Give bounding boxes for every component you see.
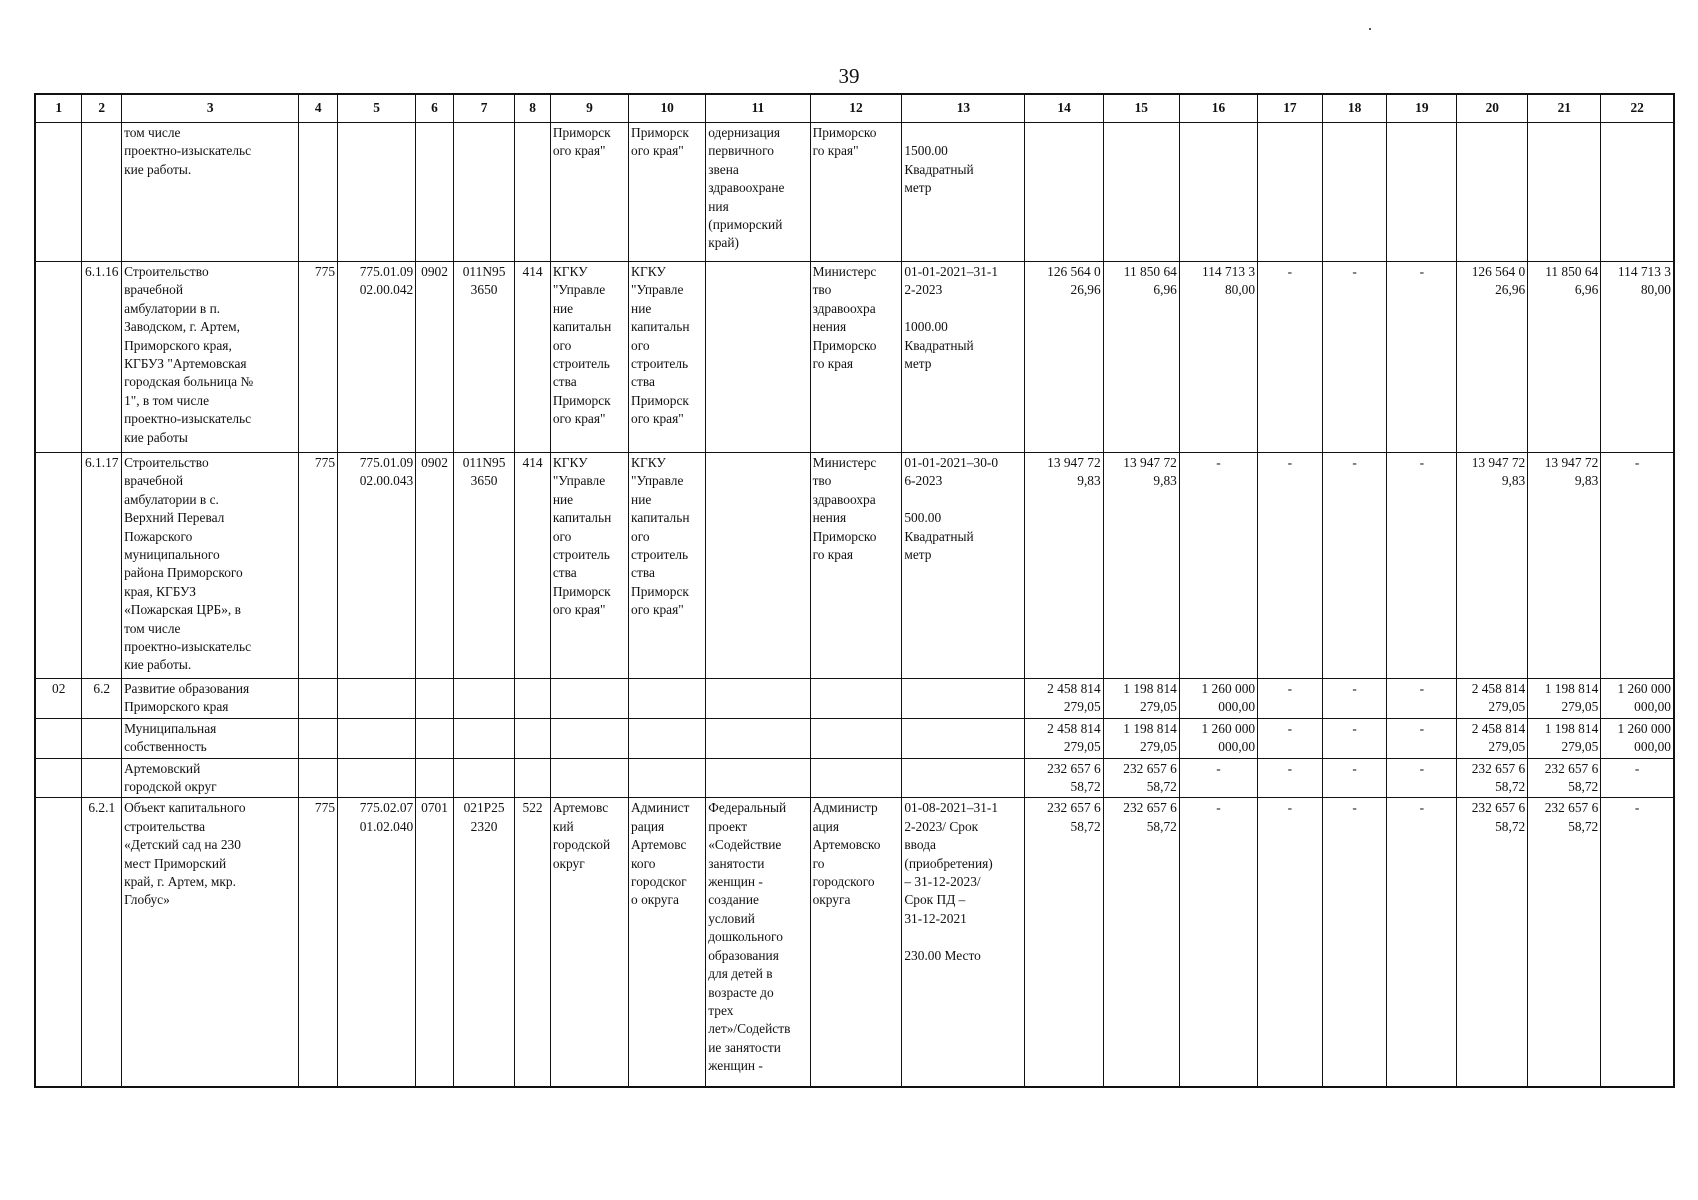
page-number: 39 [838, 64, 860, 88]
table-cell-col-3: Строительство врачебной амбулатории в с. Верхний Перевал Пожарского муниципального района Приморского края, КГБУЗ «Пожарская ЦРБ», в том числе проектно-изыскательс кие работы. [122, 453, 299, 679]
table-cell-col-7: 021P25 2320 [453, 798, 515, 1088]
table-cell-col-9: Приморск ого края" [550, 123, 628, 262]
table-cell-col-18: - [1322, 453, 1387, 679]
header-cell: 2 [82, 94, 122, 123]
table-cell-col-18: - [1322, 262, 1387, 453]
table-cell-col-3: Строительство врачебной амбулатории в п. Заводском, г. Артем, Приморского края, КГБУЗ "Артемовская городская больница № 1", в том числе проектно-изыскательс кие работы [122, 262, 299, 453]
header-cell: 13 [902, 94, 1025, 123]
table-cell-col-4: 775 [299, 262, 338, 453]
table-cell-col-4 [299, 718, 338, 758]
table-cell-col-16: - [1179, 758, 1257, 798]
table-cell-col-21: 13 947 72 9,83 [1528, 453, 1601, 679]
table-cell-col-5 [338, 123, 416, 262]
table-cell-col-12: Министерс тво здравоохра нения Приморско го края [810, 453, 902, 679]
table-cell-col-17: - [1258, 758, 1323, 798]
header-cell: 19 [1387, 94, 1457, 123]
table-cell-col-13 [902, 679, 1025, 719]
table-cell-col-19: - [1387, 798, 1457, 1088]
table-cell-col-20: 232 657 6 58,72 [1457, 798, 1528, 1088]
scan-speck [1369, 28, 1371, 30]
table-cell-col-9: КГКУ "Управле ние капитальн ого строитель ства Приморск ого края" [550, 262, 628, 453]
table-cell-col-1 [35, 453, 82, 679]
header-cell: 12 [810, 94, 902, 123]
table-cell-col-2: 6.2.1 [82, 798, 122, 1088]
table-cell-col-16: 1 260 000 000,00 [1179, 718, 1257, 758]
table-cell-col-17: - [1258, 679, 1323, 719]
table-cell-col-5: 775.01.09 02.00.042 [338, 262, 416, 453]
table-cell-col-18 [1322, 123, 1387, 262]
table-cell-col-1 [35, 718, 82, 758]
table-cell-col-19 [1387, 123, 1457, 262]
table-cell-col-7 [453, 758, 515, 798]
table-cell-col-3: Муниципальная собственность [122, 718, 299, 758]
table-cell-col-10 [629, 718, 706, 758]
table-cell-col-5 [338, 718, 416, 758]
table-cell-col-13: 01-01-2021–30-0 6-2023 500.00 Квадратный метр [902, 453, 1025, 679]
table-cell-col-13 [902, 758, 1025, 798]
table-cell-col-21: 232 657 6 58,72 [1528, 798, 1601, 1088]
table-cell-col-5: 775.02.07 01.02.040 [338, 798, 416, 1088]
table-cell-col-2: 6.2 [82, 679, 122, 719]
table-cell-col-12 [810, 758, 902, 798]
table-cell-col-13: 01-08-2021–31-1 2-2023/ Срок ввода (приобретения) – 31-12-2023/ Срок ПД – 31-12-2021 230.00 Место [902, 798, 1025, 1088]
header-cell: 20 [1457, 94, 1528, 123]
header-cell: 11 [706, 94, 810, 123]
table-cell-col-15: 11 850 64 6,96 [1103, 262, 1179, 453]
table-cell-col-6 [416, 679, 454, 719]
table-cell-col-15: 1 198 814 279,05 [1103, 679, 1179, 719]
header-cell: 14 [1025, 94, 1103, 123]
table-cell-col-10: КГКУ "Управле ние капитальн ого строитель ства Приморск ого края" [629, 262, 706, 453]
table-cell-col-22: - [1601, 798, 1674, 1088]
table-cell-col-3: Артемовский городской округ [122, 758, 299, 798]
table-cell-col-16: 1 260 000 000,00 [1179, 679, 1257, 719]
header-cell: 9 [550, 94, 628, 123]
table-cell-col-19: - [1387, 453, 1457, 679]
header-cell: 8 [515, 94, 550, 123]
table-cell-col-15: 1 198 814 279,05 [1103, 718, 1179, 758]
table-cell-col-1 [35, 758, 82, 798]
table-cell-col-22: - [1601, 453, 1674, 679]
table-cell-col-1 [35, 798, 82, 1088]
table-row [35, 718, 1674, 758]
table-cell-col-13: 01-01-2021–31-1 2-2023 1000.00 Квадратный метр [902, 262, 1025, 453]
table-cell-col-21: 11 850 64 6,96 [1528, 262, 1601, 453]
table-cell-col-4 [299, 123, 338, 262]
table-cell-col-6: 0902 [416, 262, 454, 453]
table-cell-col-21: 1 198 814 279,05 [1528, 679, 1601, 719]
header-cell: 6 [416, 94, 454, 123]
table-cell-col-12 [810, 679, 902, 719]
table-cell-col-13 [902, 718, 1025, 758]
table-cell-col-22: 114 713 3 80,00 [1601, 262, 1674, 453]
table-cell-col-4: 775 [299, 798, 338, 1088]
table-cell-col-19: - [1387, 758, 1457, 798]
table-cell-col-6: 0902 [416, 453, 454, 679]
table-cell-col-8 [515, 758, 550, 798]
table-cell-col-2 [82, 758, 122, 798]
table-cell-col-10: КГКУ "Управле ние капитальн ого строитель ства Приморск ого края" [629, 453, 706, 679]
header-cell: 21 [1528, 94, 1601, 123]
table-cell-col-17: - [1258, 718, 1323, 758]
table-cell-col-8: 414 [515, 453, 550, 679]
header-cell: 22 [1601, 94, 1674, 123]
table-cell-col-16: - [1179, 798, 1257, 1088]
table-cell-col-20 [1457, 123, 1528, 262]
table-cell-col-12 [810, 718, 902, 758]
table-cell-col-8: 414 [515, 262, 550, 453]
table-cell-col-10 [629, 679, 706, 719]
table-cell-col-5: 775.01.09 02.00.043 [338, 453, 416, 679]
table-cell-col-3: Развитие образования Приморского края [122, 679, 299, 719]
table-cell-col-11 [706, 262, 810, 453]
table-row [35, 262, 1674, 453]
table-cell-col-5 [338, 758, 416, 798]
header-cell: 5 [338, 94, 416, 123]
table-cell-col-20: 2 458 814 279,05 [1457, 679, 1528, 719]
table-cell-col-7 [453, 718, 515, 758]
table-cell-col-15: 232 657 6 58,72 [1103, 758, 1179, 798]
table-cell-col-7: 011N95 3650 [453, 262, 515, 453]
table-cell-col-11 [706, 758, 810, 798]
table-cell-col-1: 02 [35, 679, 82, 719]
table-cell-col-9 [550, 718, 628, 758]
table-cell-col-6 [416, 718, 454, 758]
table-row [35, 798, 1674, 1088]
header-cell: 17 [1258, 94, 1323, 123]
table-cell-col-2: 6.1.17 [82, 453, 122, 679]
header-cell: 15 [1103, 94, 1179, 123]
table-cell-col-12: Приморско го края" [810, 123, 902, 262]
table-cell-col-1 [35, 123, 82, 262]
table-cell-col-21: 1 198 814 279,05 [1528, 718, 1601, 758]
table-cell-col-11 [706, 679, 810, 719]
table-cell-col-11: Федеральный проект «Содействие занятости женщин - создание условий дошкольного образования для детей в возрасте до трех лет»/Содейств ие занятости женщин - [706, 798, 810, 1088]
table-cell-col-10: Админист рация Артемовс кого городског о округа [629, 798, 706, 1088]
table-cell-col-6: 0701 [416, 798, 454, 1088]
table-cell-col-18: - [1322, 758, 1387, 798]
table-cell-col-13: 1500.00 Квадратный метр [902, 123, 1025, 262]
table-cell-col-15: 13 947 72 9,83 [1103, 453, 1179, 679]
table-cell-col-9 [550, 758, 628, 798]
header-cell: 16 [1179, 94, 1257, 123]
table-cell-col-9: Артемовс кий городской округ [550, 798, 628, 1088]
table-cell-col-17 [1258, 123, 1323, 262]
table-cell-col-4 [299, 758, 338, 798]
register-table [34, 93, 1675, 1088]
table-cell-col-2 [82, 123, 122, 262]
table-cell-col-14: 13 947 72 9,83 [1025, 453, 1103, 679]
table-cell-col-5 [338, 679, 416, 719]
table-cell-col-9: КГКУ "Управле ние капитальн ого строитель ства Приморск ого края" [550, 453, 628, 679]
table-cell-col-18: - [1322, 718, 1387, 758]
table-cell-col-11 [706, 453, 810, 679]
table-cell-col-12: Министерс тво здравоохра нения Приморско го края [810, 262, 902, 453]
table-cell-col-8 [515, 679, 550, 719]
table-cell-col-17: - [1258, 798, 1323, 1088]
table-cell-col-3: том числе проектно-изыскательс кие работы. [122, 123, 299, 262]
table-cell-col-2: 6.1.16 [82, 262, 122, 453]
table-cell-col-2 [82, 718, 122, 758]
table-cell-col-7: 011N95 3650 [453, 453, 515, 679]
table-cell-col-20: 2 458 814 279,05 [1457, 718, 1528, 758]
table-cell-col-7 [453, 123, 515, 262]
table-cell-col-14: 126 564 0 26,96 [1025, 262, 1103, 453]
header-cell: 18 [1322, 94, 1387, 123]
table-cell-col-14: 232 657 6 58,72 [1025, 798, 1103, 1088]
table-cell-col-16 [1179, 123, 1257, 262]
table-cell-col-9 [550, 679, 628, 719]
header-row [35, 94, 1674, 123]
header-cell: 1 [35, 94, 82, 123]
table-cell-col-4 [299, 679, 338, 719]
table-cell-col-18: - [1322, 798, 1387, 1088]
table-cell-col-19: - [1387, 679, 1457, 719]
table-row [35, 679, 1674, 719]
table-cell-col-15: 232 657 6 58,72 [1103, 798, 1179, 1088]
table-cell-col-3: Объект капитального строительства «Детский сад на 230 мест Приморский край, г. Артем, мкр. Глобус» [122, 798, 299, 1088]
table-cell-col-6 [416, 123, 454, 262]
table-cell-col-17: - [1258, 262, 1323, 453]
table-cell-col-12: Администр ация Артемовско го городского округа [810, 798, 902, 1088]
table-cell-col-21: 232 657 6 58,72 [1528, 758, 1601, 798]
table-row [35, 453, 1674, 679]
table-row [35, 758, 1674, 798]
table-cell-col-22 [1601, 123, 1674, 262]
table-cell-col-20: 126 564 0 26,96 [1457, 262, 1528, 453]
table-cell-col-22: - [1601, 758, 1674, 798]
table-cell-col-19: - [1387, 262, 1457, 453]
table-cell-col-16: - [1179, 453, 1257, 679]
table-cell-col-11: одернизация первичного звена здравоохране ния (приморский край) [706, 123, 810, 262]
table-cell-col-14 [1025, 123, 1103, 262]
table-cell-col-1 [35, 262, 82, 453]
table-cell-col-21 [1528, 123, 1601, 262]
table-cell-col-22: 1 260 000 000,00 [1601, 718, 1674, 758]
header-cell: 4 [299, 94, 338, 123]
table-row [35, 123, 1674, 262]
table-cell-col-8 [515, 123, 550, 262]
table-cell-col-19: - [1387, 718, 1457, 758]
table-cell-col-11 [706, 718, 810, 758]
table-cell-col-18: - [1322, 679, 1387, 719]
table-cell-col-14: 2 458 814 279,05 [1025, 679, 1103, 719]
table-cell-col-10: Приморск ого края" [629, 123, 706, 262]
table-cell-col-22: 1 260 000 000,00 [1601, 679, 1674, 719]
table-cell-col-16: 114 713 3 80,00 [1179, 262, 1257, 453]
header-cell: 10 [629, 94, 706, 123]
table-cell-col-17: - [1258, 453, 1323, 679]
table-cell-col-14: 232 657 6 58,72 [1025, 758, 1103, 798]
header-cell: 7 [453, 94, 515, 123]
table-cell-col-4: 775 [299, 453, 338, 679]
table-cell-col-8: 522 [515, 798, 550, 1088]
table-cell-col-6 [416, 758, 454, 798]
table-cell-col-20: 13 947 72 9,83 [1457, 453, 1528, 679]
table-cell-col-7 [453, 679, 515, 719]
table-cell-col-15 [1103, 123, 1179, 262]
header-cell: 3 [122, 94, 299, 123]
table-cell-col-14: 2 458 814 279,05 [1025, 718, 1103, 758]
table-cell-col-10 [629, 758, 706, 798]
table-cell-col-8 [515, 718, 550, 758]
table-cell-col-20: 232 657 6 58,72 [1457, 758, 1528, 798]
